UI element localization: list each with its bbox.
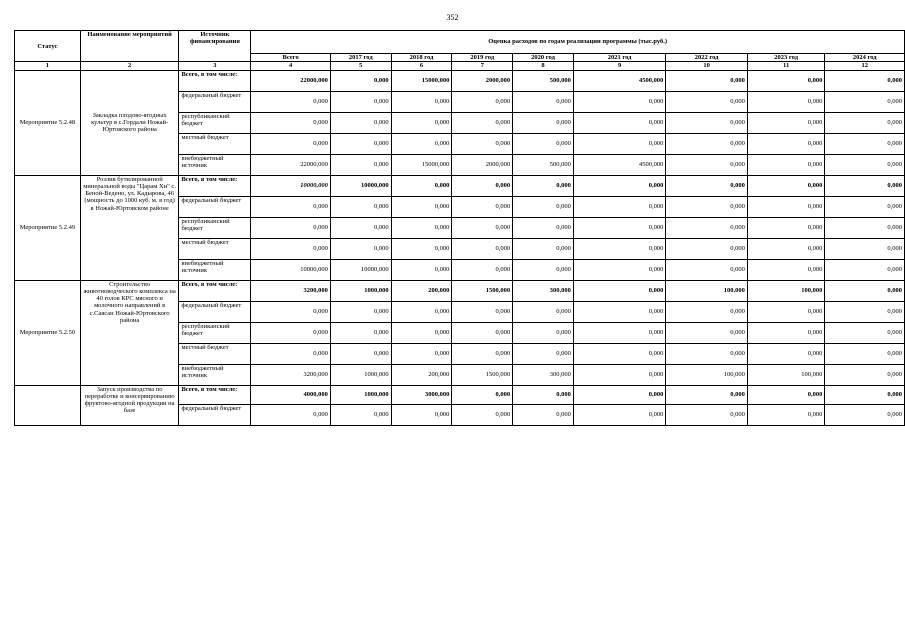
value-cell: 1500,000 <box>452 280 513 301</box>
value-cell: 0,000 <box>330 196 391 217</box>
value-cell: 0,000 <box>825 217 905 238</box>
value-cell: 0,000 <box>452 322 513 343</box>
value-cell: 0,000 <box>573 280 665 301</box>
value-cell: 0,000 <box>330 322 391 343</box>
value-cell: 0,000 <box>666 70 748 91</box>
value-cell: 0,000 <box>573 404 665 425</box>
value-cell: 0,000 <box>391 259 452 280</box>
value-cell: 0,000 <box>391 238 452 259</box>
column-number: 2 <box>80 62 179 70</box>
value-cell: 22000,000 <box>251 154 331 175</box>
value-cell: 10000,000 <box>251 175 331 196</box>
value-cell: 0,000 <box>391 322 452 343</box>
value-cell: 0,000 <box>573 175 665 196</box>
value-cell: 100,000 <box>747 364 825 385</box>
column-number: 12 <box>825 62 905 70</box>
value-cell: 0,000 <box>330 154 391 175</box>
value-cell: 0,000 <box>513 404 574 425</box>
column-number: 10 <box>666 62 748 70</box>
status-cell: Мероприятие 5.2.49 <box>15 175 81 280</box>
value-cell: 300,000 <box>513 364 574 385</box>
value-cell: 0,000 <box>825 364 905 385</box>
table-row-total <box>15 280 905 301</box>
value-cell: 0,000 <box>391 196 452 217</box>
value-cell: 500,000 <box>513 154 574 175</box>
value-cell: 0,000 <box>330 70 391 91</box>
column-number: 8 <box>513 62 574 70</box>
value-cell: 0,000 <box>825 196 905 217</box>
value-cell: 1000,000 <box>330 280 391 301</box>
value-cell: 0,000 <box>330 217 391 238</box>
value-cell: 0,000 <box>666 133 748 154</box>
value-cell: 0,000 <box>666 154 748 175</box>
value-cell: 0,000 <box>251 112 331 133</box>
value-cell: 0,000 <box>747 238 825 259</box>
value-cell: 1000,000 <box>330 364 391 385</box>
column-number: 3 <box>179 62 251 70</box>
value-cell: 0,000 <box>452 385 513 404</box>
value-cell: 0,000 <box>825 343 905 364</box>
funding-source-cell: Всего, в том числе: <box>179 385 251 404</box>
value-cell: 0,000 <box>825 322 905 343</box>
funding-source-cell: республиканский бюджет <box>179 217 251 238</box>
value-cell: 0,000 <box>747 404 825 425</box>
value-cell: 3200,000 <box>251 280 331 301</box>
value-cell: 0,000 <box>251 217 331 238</box>
budget-table <box>14 30 905 426</box>
status-cell <box>15 385 81 425</box>
value-cell: 0,000 <box>825 70 905 91</box>
value-cell: 0,000 <box>513 175 574 196</box>
value-cell: 0,000 <box>513 91 574 112</box>
column-number: 7 <box>452 62 513 70</box>
value-cell: 0,000 <box>825 385 905 404</box>
value-cell: 0,000 <box>251 196 331 217</box>
value-cell: 0,000 <box>513 217 574 238</box>
value-cell: 0,000 <box>747 385 825 404</box>
value-cell: 200,000 <box>391 364 452 385</box>
value-cell: 0,000 <box>747 259 825 280</box>
value-cell: 100,000 <box>747 280 825 301</box>
value-cell: 0,000 <box>573 301 665 322</box>
value-cell: 0,000 <box>666 404 748 425</box>
value-cell: 0,000 <box>452 175 513 196</box>
value-cell: 0,000 <box>825 154 905 175</box>
value-cell: 0,000 <box>573 385 665 404</box>
funding-source-cell: федеральный бюджет <box>179 196 251 217</box>
value-cell: 0,000 <box>513 196 574 217</box>
value-cell: 0,000 <box>666 217 748 238</box>
value-cell: 0,000 <box>573 133 665 154</box>
value-cell: 0,000 <box>666 343 748 364</box>
header-year: Всего <box>251 54 331 62</box>
value-cell: 2000,000 <box>452 70 513 91</box>
table-row-total <box>15 70 905 91</box>
value-cell: 0,000 <box>251 322 331 343</box>
value-cell: 0,000 <box>452 196 513 217</box>
value-cell: 100,000 <box>666 280 748 301</box>
value-cell: 0,000 <box>452 301 513 322</box>
value-cell: 0,000 <box>452 133 513 154</box>
header-event: Наименование мероприятий <box>80 31 179 62</box>
header-year: 2021 год <box>573 54 665 62</box>
value-cell: 0,000 <box>513 259 574 280</box>
value-cell: 0,000 <box>251 133 331 154</box>
value-cell: 0,000 <box>330 112 391 133</box>
funding-source-cell: федеральный бюджет <box>179 301 251 322</box>
value-cell: 0,000 <box>251 238 331 259</box>
event-name-cell: Строительство животноводческого комплекса на 40 голов КРС мясного и молочного направлений в с.Саясан Ножай-Юртовского района <box>80 280 179 385</box>
funding-source-cell: федеральный бюджет <box>179 404 251 425</box>
status-cell: Мероприятие 5.2.50 <box>15 280 81 385</box>
value-cell: 0,000 <box>747 133 825 154</box>
value-cell: 0,000 <box>513 112 574 133</box>
value-cell: 0,000 <box>747 175 825 196</box>
value-cell: 4000,000 <box>251 385 331 404</box>
value-cell: 0,000 <box>452 91 513 112</box>
value-cell: 3000,000 <box>391 385 452 404</box>
funding-source-cell: республиканский бюджет <box>179 322 251 343</box>
value-cell: 0,000 <box>825 301 905 322</box>
value-cell: 100,000 <box>666 364 748 385</box>
value-cell: 0,000 <box>825 238 905 259</box>
value-cell: 10000,000 <box>330 175 391 196</box>
value-cell: 15000,000 <box>391 154 452 175</box>
value-cell: 10000,000 <box>251 259 331 280</box>
funding-source-cell: Всего, в том числе: <box>179 70 251 91</box>
funding-source-cell: федеральный бюджет <box>179 91 251 112</box>
value-cell: 10000,000 <box>330 259 391 280</box>
header-year: 2018 год <box>391 54 452 62</box>
value-cell: 0,000 <box>391 91 452 112</box>
funding-source-cell: Всего, в том числе: <box>179 280 251 301</box>
value-cell: 0,000 <box>573 322 665 343</box>
value-cell: 0,000 <box>825 91 905 112</box>
value-cell: 0,000 <box>391 112 452 133</box>
value-cell: 0,000 <box>251 301 331 322</box>
value-cell: 0,000 <box>251 91 331 112</box>
value-cell: 0,000 <box>666 322 748 343</box>
value-cell: 0,000 <box>573 196 665 217</box>
funding-source-cell: внебюджетный источник <box>179 259 251 280</box>
value-cell: 0,000 <box>452 343 513 364</box>
page-number: 352 <box>446 13 459 22</box>
funding-source-cell: местный бюджет <box>179 238 251 259</box>
value-cell: 0,000 <box>330 133 391 154</box>
value-cell: 2000,000 <box>452 154 513 175</box>
value-cell: 0,000 <box>666 112 748 133</box>
value-cell: 0,000 <box>666 259 748 280</box>
value-cell: 0,000 <box>666 301 748 322</box>
value-cell: 0,000 <box>573 238 665 259</box>
column-number: 4 <box>251 62 331 70</box>
value-cell: 0,000 <box>452 238 513 259</box>
value-cell: 0,000 <box>391 133 452 154</box>
value-cell: 0,000 <box>666 238 748 259</box>
value-cell: 0,000 <box>330 301 391 322</box>
header-source: Источник финансирования <box>179 31 251 62</box>
event-name-cell: Розлив бутилированной минеральной воды "Царам Хи" с. Беной-Ведено, ул. Кадырова, 46 (мощность до 1000 куб. м. в год) в Ножай-Юртовском районе <box>80 175 179 280</box>
value-cell: 0,000 <box>452 112 513 133</box>
header-estimate: Оценка расходов по годам реализации программы (тыс.руб.) <box>251 31 905 54</box>
column-number: 6 <box>391 62 452 70</box>
value-cell: 0,000 <box>825 133 905 154</box>
value-cell: 0,000 <box>747 322 825 343</box>
column-number: 9 <box>573 62 665 70</box>
value-cell: 0,000 <box>573 112 665 133</box>
value-cell: 0,000 <box>573 343 665 364</box>
value-cell: 22000,000 <box>251 70 331 91</box>
value-cell: 0,000 <box>391 404 452 425</box>
value-cell: 0,000 <box>452 404 513 425</box>
value-cell: 0,000 <box>825 280 905 301</box>
value-cell: 1500,000 <box>452 364 513 385</box>
funding-source-cell: республиканский бюджет <box>179 112 251 133</box>
funding-source-cell: внебюджетный источник <box>179 364 251 385</box>
column-number: 5 <box>330 62 391 70</box>
header-year: 2024 год <box>825 54 905 62</box>
value-cell: 0,000 <box>513 133 574 154</box>
value-cell: 0,000 <box>666 196 748 217</box>
value-cell: 500,000 <box>513 70 574 91</box>
value-cell: 0,000 <box>747 154 825 175</box>
value-cell: 0,000 <box>825 259 905 280</box>
header-year: 2019 год <box>452 54 513 62</box>
value-cell: 0,000 <box>513 385 574 404</box>
value-cell: 15000,000 <box>391 70 452 91</box>
header-year: 2023 год <box>747 54 825 62</box>
value-cell: 0,000 <box>452 259 513 280</box>
value-cell: 0,000 <box>825 404 905 425</box>
value-cell: 4500,000 <box>573 154 665 175</box>
value-cell: 0,000 <box>747 301 825 322</box>
value-cell: 300,000 <box>513 280 574 301</box>
value-cell: 0,000 <box>747 196 825 217</box>
funding-source-cell: внебюджетный источник <box>179 154 251 175</box>
value-cell: 0,000 <box>251 404 331 425</box>
value-cell: 0,000 <box>391 175 452 196</box>
value-cell: 3200,000 <box>251 364 331 385</box>
header-status: Статус <box>15 31 81 62</box>
value-cell: 0,000 <box>391 343 452 364</box>
value-cell: 0,000 <box>513 343 574 364</box>
value-cell: 0,000 <box>573 217 665 238</box>
value-cell: 1000,000 <box>330 385 391 404</box>
value-cell: 0,000 <box>513 238 574 259</box>
value-cell: 0,000 <box>747 217 825 238</box>
value-cell: 0,000 <box>452 217 513 238</box>
value-cell: 0,000 <box>747 91 825 112</box>
value-cell: 4500,000 <box>573 70 665 91</box>
header-year: 2020 год <box>513 54 574 62</box>
header-year: 2022 год <box>666 54 748 62</box>
value-cell: 0,000 <box>573 91 665 112</box>
value-cell: 0,000 <box>573 364 665 385</box>
value-cell: 0,000 <box>330 343 391 364</box>
funding-source-cell: местный бюджет <box>179 133 251 154</box>
value-cell: 0,000 <box>573 259 665 280</box>
column-number: 11 <box>747 62 825 70</box>
value-cell: 0,000 <box>825 175 905 196</box>
value-cell: 0,000 <box>747 70 825 91</box>
header-year: 2017 год <box>330 54 391 62</box>
value-cell: 0,000 <box>513 322 574 343</box>
value-cell: 0,000 <box>391 301 452 322</box>
status-cell: Мероприятие 5.2.48 <box>15 70 81 175</box>
value-cell: 200,000 <box>391 280 452 301</box>
event-name-cell: Запуск производства по переработке и консервированию фруктово-ягодной продукции на базе <box>80 385 179 425</box>
value-cell: 0,000 <box>391 217 452 238</box>
funding-source-cell: местный бюджет <box>179 343 251 364</box>
value-cell: 0,000 <box>666 385 748 404</box>
table-row-total <box>15 175 905 196</box>
value-cell: 0,000 <box>666 175 748 196</box>
column-number: 1 <box>15 62 81 70</box>
value-cell: 0,000 <box>330 404 391 425</box>
event-name-cell: Закладка плодово-ягодных культур в с.Гордали Ножай-Юртовского района <box>80 70 179 175</box>
table-row-total <box>15 385 905 404</box>
funding-source-cell: Всего, в том числе: <box>179 175 251 196</box>
value-cell: 0,000 <box>513 301 574 322</box>
value-cell: 0,000 <box>251 343 331 364</box>
value-cell: 0,000 <box>747 112 825 133</box>
value-cell: 0,000 <box>330 91 391 112</box>
value-cell: 0,000 <box>825 112 905 133</box>
value-cell: 0,000 <box>666 91 748 112</box>
value-cell: 0,000 <box>330 238 391 259</box>
value-cell: 0,000 <box>747 343 825 364</box>
